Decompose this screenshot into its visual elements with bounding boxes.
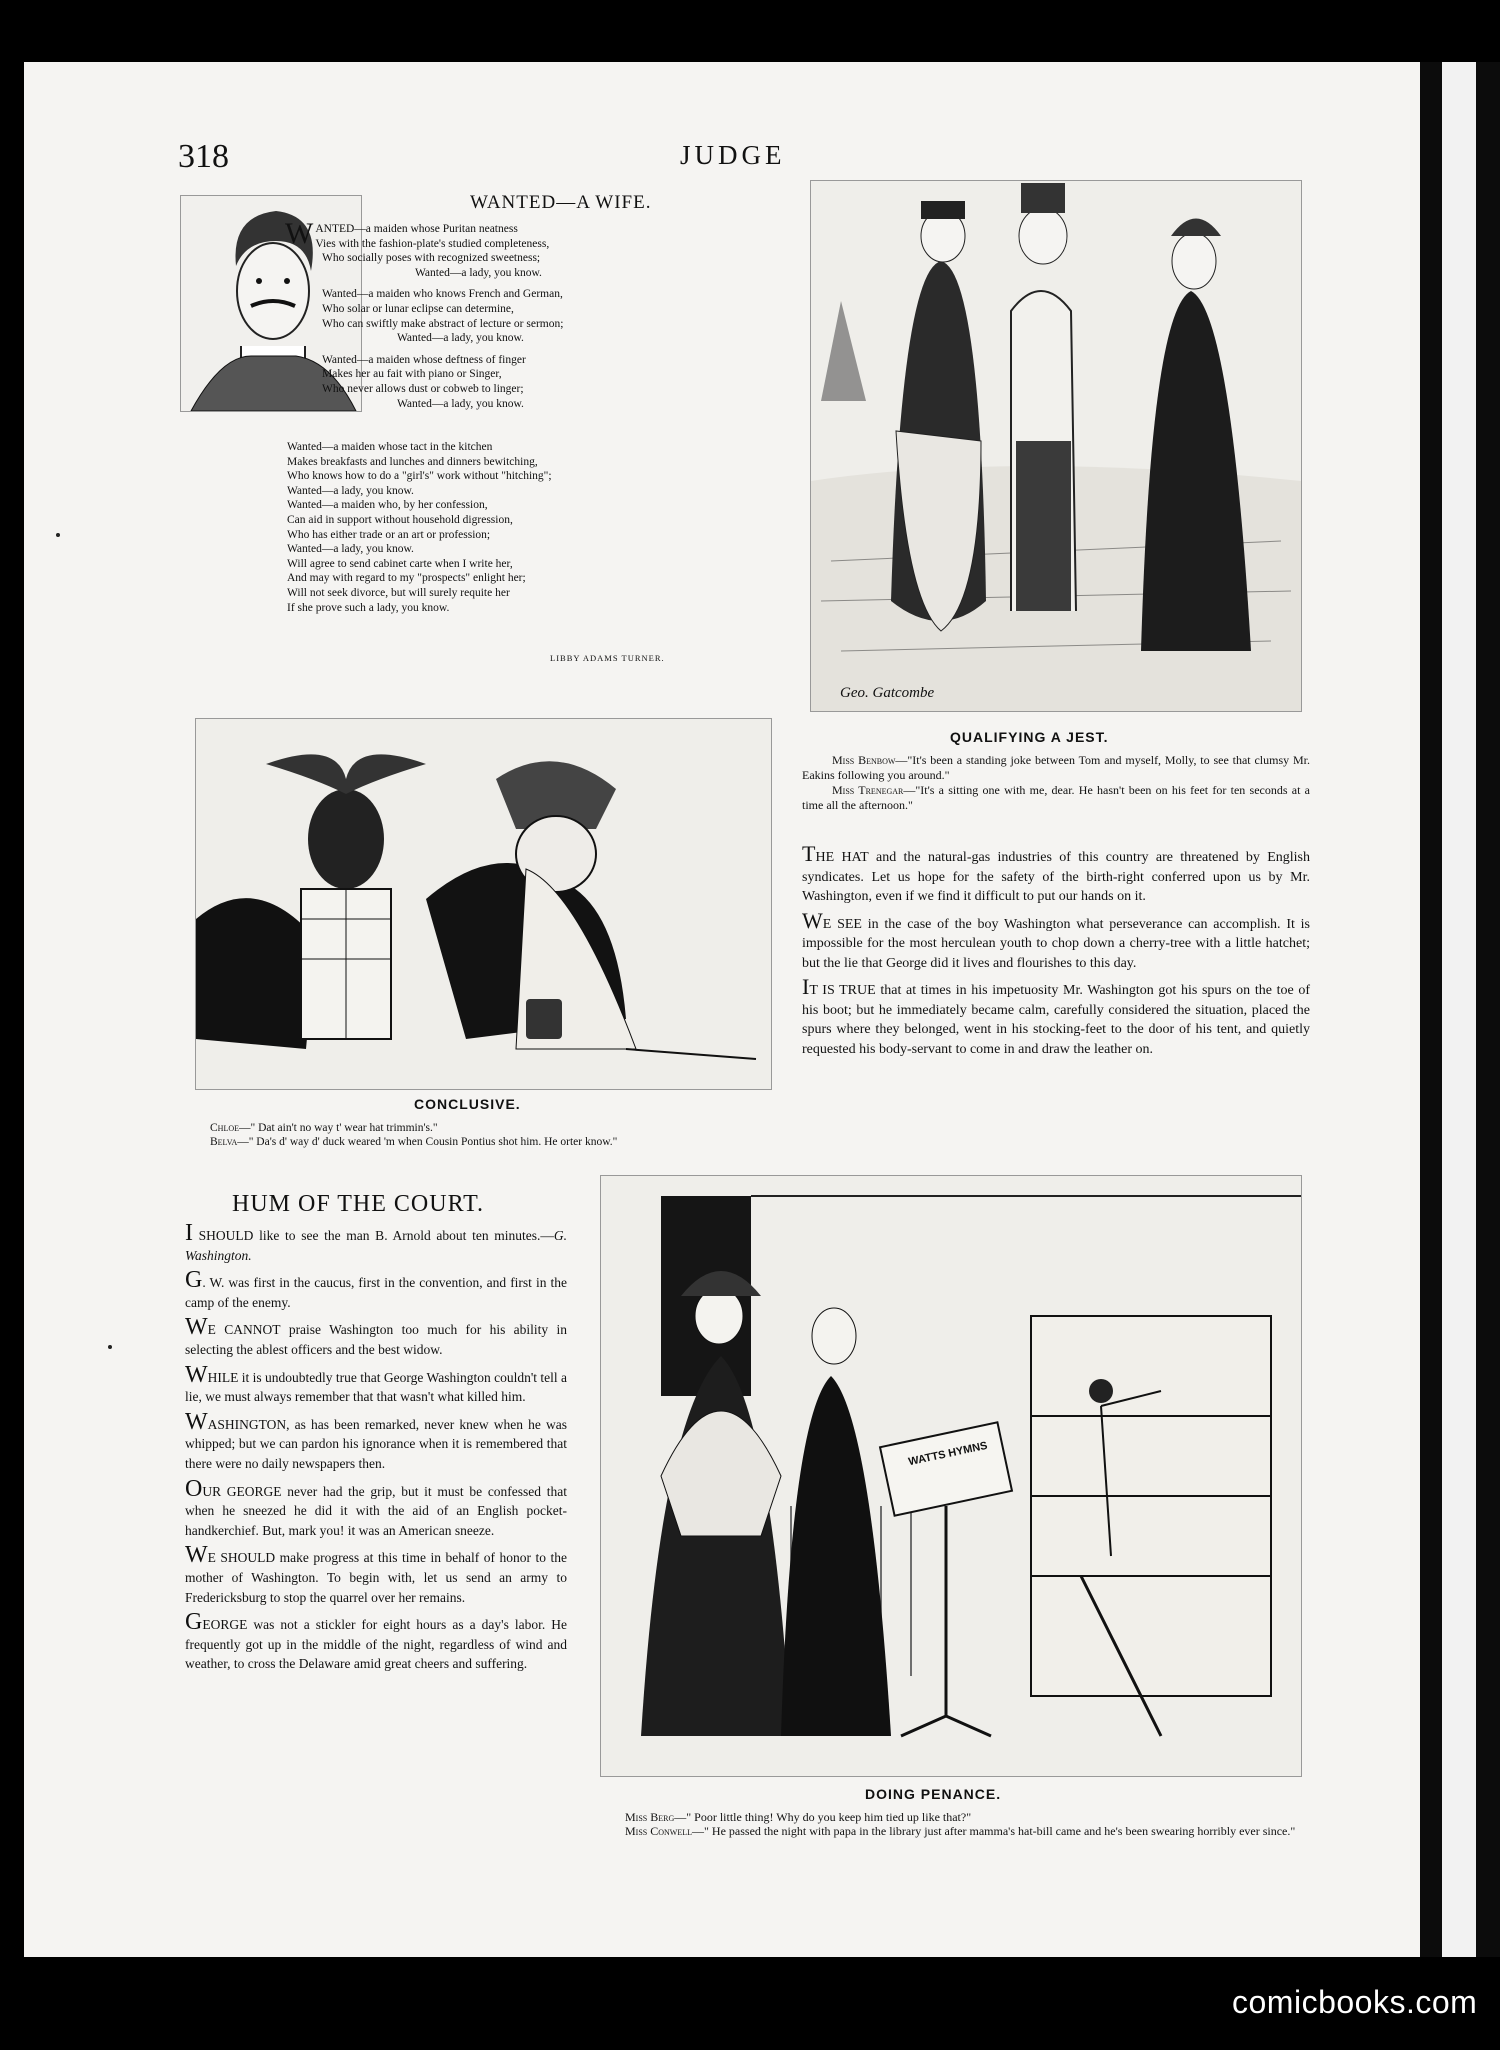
court-title: HUM OF THE COURT. [232, 1191, 485, 1217]
court-item [185, 1220, 567, 1265]
poem-line: Who never allows dust or cobweb to linger; [322, 382, 524, 395]
caption-line [590, 1824, 1310, 1838]
item-signature: G. Washington. [185, 1228, 567, 1263]
speaker: Miss Trenegar [832, 783, 904, 797]
poem-line: Who can swiftly make abstract of lecture or sermon; [322, 317, 564, 330]
poem-drop-cap: W [285, 217, 314, 250]
caption-line [590, 1810, 1310, 1824]
conclusive-illustration [195, 718, 772, 1090]
poem-line: Wanted—a maiden whose tact in the kitchen [287, 441, 493, 453]
scan-speck [56, 533, 60, 537]
poem-line: Who has either trade or an art or profession; [287, 528, 491, 541]
speaker: Miss Benbow [832, 753, 896, 767]
drop-cap: G [185, 1609, 203, 1636]
editorial-paragraph [802, 841, 1310, 907]
poem-line: Wanted—a maiden who knows French and German, [322, 288, 563, 301]
caption-text: —" Poor little thing! Why do you keep him tied up like that?" [674, 1810, 972, 1824]
poem-line: Can aid in support without household digression, [287, 513, 513, 526]
caption-line [195, 1135, 780, 1149]
caption-text: —" He passed the night with papa in the library just after mamma's hat-bill came and he's been swearing horribly ever since." [692, 1824, 1296, 1838]
conclusive-title: CONCLUSIVE. [414, 1096, 521, 1112]
caption-line [195, 1121, 780, 1135]
editorial-paragraph [802, 907, 1310, 974]
lead-in: UR GEORGE [202, 1483, 282, 1499]
hymn-book-label: WATTS HYMNS [907, 1439, 989, 1469]
poem-line: ANTED—a maiden whose Puritan neatness [315, 223, 518, 235]
poem-line: Wanted—a lady, you know. [415, 266, 542, 279]
drop-cap: I [185, 1220, 193, 1246]
lead-in: HILE [207, 1369, 239, 1385]
speaker: Chloe [210, 1122, 239, 1134]
caption-line [802, 753, 1310, 783]
caption-text: —"It's a sitting one with me, dear. He hasn't been on his feet for ten seconds at a time all the afternoon." [802, 783, 1311, 812]
lead-in: E CANNOT [207, 1322, 281, 1338]
lead-in: ASHINGTON, [207, 1416, 290, 1432]
item-text: was first in the caucus, first in the convention, and first in the camp of the enemy. [185, 1275, 567, 1310]
page-number: 318 [178, 138, 229, 175]
drop-cap: W [802, 907, 823, 933]
drop-cap: W [185, 1314, 208, 1341]
poem-line: Wanted—a maiden who, by her confession, [287, 499, 488, 512]
poem-lower [287, 440, 707, 615]
court-item [185, 1408, 567, 1474]
item-text: praise Washington too much for his ability in selecting the ablest officers and the best widow. [185, 1322, 567, 1357]
poem-stanza-4 [287, 440, 707, 498]
site-watermark: comicbooks.com [1232, 1984, 1478, 2020]
poem-line: If she prove such a lady, you know. [287, 601, 450, 614]
court-item [185, 1542, 567, 1607]
poem-author: LIBBY ADAMS TURNER. [550, 653, 665, 663]
caption-text: —"It's been a standing joke between Tom and myself, Molly, to see that clumsy Mr. Eakins following you around." [802, 753, 1310, 782]
poem-line: Wanted—a lady, you know. [397, 397, 524, 410]
editorial-paragraphs [802, 841, 1311, 1065]
lead-in: . W. [202, 1275, 225, 1291]
poem-line: Makes breakfasts and lunches and dinners bewitching, [287, 455, 538, 468]
poem-line: Who socially poses with recognized sweetness; [322, 252, 541, 265]
poem-stanza-1 [285, 217, 785, 280]
item-text: as has been remarked, never knew when he was whipped; but we can pardon his ignorance when it is remembered that there were no daily newspapers then. [185, 1416, 567, 1471]
drop-cap: I [802, 974, 810, 999]
court-column [185, 1220, 568, 1681]
caption-line [802, 783, 1310, 813]
masthead: JUDGE [680, 140, 786, 170]
lead-in: T IS TRUE [809, 983, 876, 998]
poem-line: Wanted—a lady, you know. [287, 543, 414, 556]
poem-stanza-3 [285, 353, 785, 411]
speaker: Miss Berg [625, 1810, 675, 1824]
adjacent-page-edge [1420, 62, 1500, 1957]
drop-cap: W [185, 1408, 208, 1435]
poem-line: Will not seek divorce, but will surely requite her [287, 586, 510, 599]
artist-signature: Geo. Gatcombe [840, 685, 935, 701]
drop-cap: W [185, 1361, 208, 1388]
poem-line: Wanted—a lady, you know. [397, 332, 524, 345]
poem-line: Wanted—a lady, you know. [287, 484, 414, 497]
scan-speck [108, 1345, 112, 1349]
poem-line: Who solar or lunar eclipse can determine, [322, 302, 514, 315]
drop-cap: O [185, 1475, 203, 1502]
lead-in: EORGE [202, 1617, 248, 1633]
lead-in: E SEE [822, 916, 862, 932]
poem-upper [285, 217, 785, 418]
poem-stanza-5 [287, 498, 707, 556]
poem-stanza-6 [287, 557, 707, 615]
item-text: was not a stickler for eight hours as a day's labor. He frequently got up in the middle of the night, regardless of wind and weather, to cross the Delaware amid great cheers and suffering. [185, 1617, 567, 1672]
qualifying-title: QUALIFYING A JEST. [950, 729, 1109, 745]
court-item [185, 1609, 567, 1674]
drop-cap: G [185, 1267, 203, 1294]
lead-in: SHOULD [193, 1228, 254, 1243]
court-item [185, 1475, 568, 1541]
poem-line: Will agree to send cabinet carte when I write her, [287, 557, 513, 570]
item-text: it is undoubtedly true that George Washington couldn't tell a lie, we must always remember that that wasn't what killed him. [185, 1369, 567, 1405]
poem-title: WANTED—A WIFE. [470, 192, 652, 213]
caption-text: —" Da's d' way d' duck weared 'm when Cousin Pontius shot him. He orter know." [237, 1136, 618, 1148]
poem-line: Makes her au fait with piano or Singer, [322, 368, 502, 381]
speaker: Miss Conwell [625, 1824, 693, 1838]
poem-line: Vies with the fashion-plate's studied completeness, [315, 237, 550, 250]
caption-text: —" Dat ain't no way t' wear hat trimmin's." [239, 1122, 438, 1134]
conclusive-caption [195, 1121, 780, 1149]
poem-line: Wanted—a maiden whose deftness of finger [322, 353, 526, 366]
conclusive-drawing [196, 719, 771, 1089]
speaker: Belva [210, 1136, 238, 1148]
court-item [185, 1314, 567, 1359]
paragraph-text: that at times in his impetuosity Mr. Washington got his spurs on the toe of his boot; but he immediately became calm, carefully considered the situation, placed the spurs where they belonged, went in his stocking-feet to the door of his tent, and quietly requested his body-servant to come in and draw the leather on. [802, 983, 1311, 1057]
item-text: make progress at this time in behalf of honor to the mother of Washington. To begin with, let us send an army to Fredericksburg to stop the quarrel over her remains. [185, 1550, 567, 1605]
paragraph-text: in the case of the boy Washington what perseverance can accomplish. It is impossible for the most herculean youth to chop down a cherry-tree with a little hatchet; but the lie that George did it lives and flourishes to this day. [802, 916, 1310, 971]
penance-drawing [601, 1176, 1301, 1776]
paragraph-text: and the natural-gas industries of this country are threatened by English syndicates. Let us hope for the safety of the birth-right conferred upon us by Mr. Washington, even if we find it difficult to put our hands on it. [802, 850, 1310, 904]
poem-stanza-2 [285, 287, 785, 345]
adjacent-page-strip [1442, 62, 1476, 1957]
drop-cap: T [802, 841, 816, 866]
court-item [185, 1267, 567, 1312]
poem-line: Who knows how to do a "girl's" work without "hitching"; [287, 470, 552, 483]
lead-in: E SHOULD [207, 1550, 276, 1566]
item-text: like to see the man B. Arnold about ten minutes.— [253, 1228, 554, 1243]
skaters-drawing [811, 181, 1301, 711]
skaters-illustration [810, 180, 1302, 712]
editorial-paragraph [802, 974, 1311, 1059]
poem-line: And may with regard to my "prospects" enlight her; [287, 572, 526, 585]
penance-title: DOING PENANCE. [865, 1786, 1002, 1802]
penance-illustration [600, 1175, 1302, 1777]
drop-cap: W [185, 1542, 208, 1569]
qualifying-caption [802, 753, 1310, 813]
court-item [185, 1361, 567, 1407]
lead-in: HE HAT [815, 850, 869, 865]
penance-caption [590, 1810, 1310, 1838]
item-text: never had the grip, but it must be confessed that when he sneezed he did it with the aid of an English pocket-handkerchief. But, mark you! it was an American sneeze. [185, 1483, 568, 1538]
